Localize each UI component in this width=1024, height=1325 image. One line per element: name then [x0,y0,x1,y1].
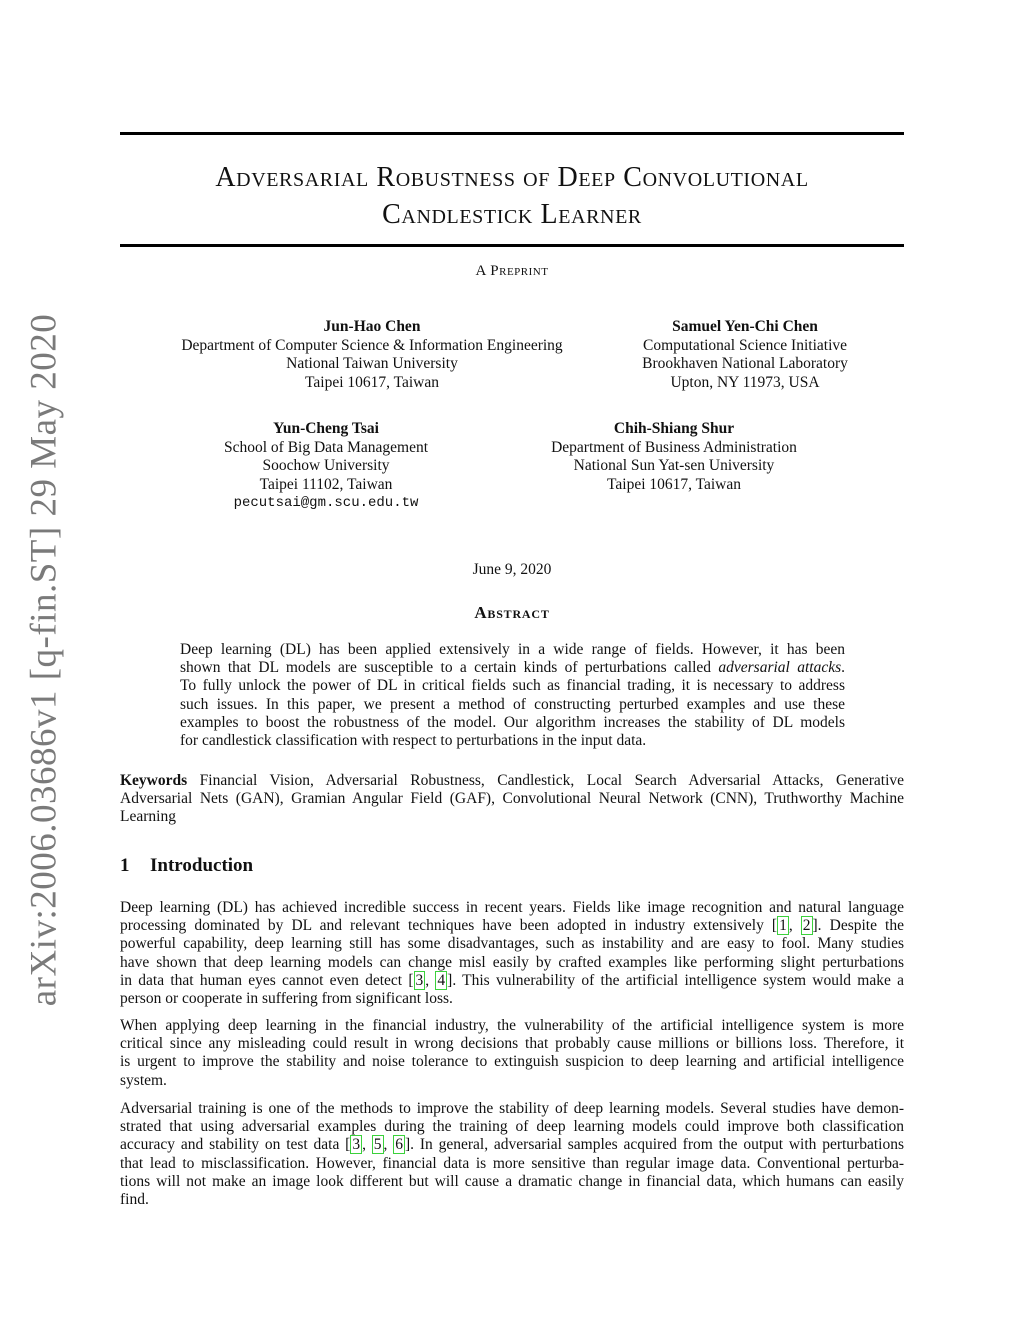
abstract-text: shown that DL models are susceptible to a certain kinds of perturbations called [180,659,712,677]
paragraph-line [120,972,904,990]
paragraph-line: system. [120,1071,167,1089]
intro-paragraph-1 [120,899,904,1008]
paragraph-line: person or cooperate in suffering from significant loss. [120,990,453,1008]
paragraph-line [120,917,904,935]
abstract-line: Deep learning (DL) has been applied extensively in a wide range of fields. However, it has been [180,641,845,658]
citation-link[interactable]: 2 [802,917,811,935]
keywords-text: Financial Vision, Adversarial Robustness, Candlestick, Local Search Adversarial Attacks, Generative [199,772,905,789]
author-affiliation-line: Soochow University [262,457,390,474]
keywords-line: Adversarial Nets (GAN), Gramian Angular Field (GAF), Convolutional Neural Network (CNN), Truthworthy Machine [120,790,904,808]
author-affiliation-line: Computational Science Initiative [642,336,848,354]
section-heading-introduction [120,855,253,877]
paragraph-line: powerful capability, deep learning still has some disadvantages, such as instability and are easy to fool. Many studies [120,935,904,953]
paragraph-line: When applying deep learning in the financial industry, the vulnerability of the artificial intelligence system is more [120,1017,904,1034]
author-name: Yun-Cheng Tsai [273,420,379,437]
paragraph-line [120,1136,904,1154]
paragraph-text: in data that human eyes cannot even detect [ [120,971,414,989]
keywords-label: Keywords [120,772,188,789]
arxiv-identifier-stamp: arXiv:2006.03686v1 [q-fin.ST] 29 May 2020 [23,313,65,1007]
title-bottom-rule [120,244,904,247]
citation-link[interactable]: 6 [395,1136,403,1154]
citation-link[interactable]: 4 [437,971,446,989]
paragraph-text: accuracy and stability on test data [ [120,1136,351,1154]
abstract-body [180,641,845,750]
abstract-heading: Abstract [474,603,550,622]
abstract-emphasis: adversarial attacks [718,659,842,677]
intro-paragraph-3 [120,1100,904,1209]
author-affiliation-line: Upton, NY 11973, USA [670,373,820,391]
author-affiliation-line: National Sun Yat-sen University [573,457,775,474]
author-block-3 [224,420,428,513]
preprint-label: A Preprint [475,263,549,279]
author-affiliation-line: School of Big Data Management [223,438,429,456]
abstract-line: such issues. In this paper, we present a method of constructing perturbed examples and use these [180,695,845,713]
paragraph-text: , [425,971,436,989]
abstract-line: for candlestick classification with respect to perturbations in the input data. [180,732,647,750]
abstract-text: . [841,659,845,677]
keywords-block [120,772,904,827]
title-line-2: Candlestick Learner [382,199,642,230]
paragraph-text: , [788,917,801,935]
paragraph-text: ]. This vulnerability of the artificial intelligence system would make a [447,971,904,989]
author-affiliation-line: Department of Business Administration [551,438,797,456]
citation-link[interactable]: 1 [779,917,787,935]
paragraph-line: have shown that deep learning models can change misl easily by crafted examples like performing slight perturbations [120,953,904,971]
author-block-1 [181,318,562,392]
author-name: Jun-Hao Chen [323,318,421,335]
paragraph-line: critical since any misleading could result in wrong decisions that probably cause millions or billions loss. Therefore, it [120,1035,904,1053]
paragraph-text: ]. In general, adversarial samples acquired from the output with perturbations [405,1136,904,1154]
section-title: Introduction [150,855,254,876]
author-name: Chih-Shiang Shur [613,420,735,437]
paragraph-line: that lead to misclassification. However, financial data is more sensitive than regular image data. Conventional perturba- [120,1154,904,1172]
paragraph-text: ]. Despite the [812,917,904,935]
title-top-rule [120,132,904,135]
author-name: Samuel Yen-Chi Chen [672,318,818,335]
keywords-line [120,772,904,790]
citation-link[interactable]: 3 [415,971,424,989]
author-block-4 [551,420,797,494]
publication-date: June 9, 2020 [472,561,552,578]
paragraph-line: find. [120,1191,149,1209]
paragraph-text: , [362,1136,372,1154]
paragraph-line: strated that using adversarial examples during the training of deep learning models could improve both classification [120,1118,904,1136]
author-affiliation-line: Brookhaven National Laboratory [642,355,848,372]
author-affiliation-line: Taipei 10617, Taiwan [606,475,741,493]
title-line-1: Adversarial Robustness of Deep Convolutional [215,162,809,193]
author-affiliation-line: Department of Computer Science & Information Engineering [181,336,563,354]
paragraph-line: is urgent to improve the stability and noise tolerance to extinguish suspicion to deep learning and artificial intelligence [120,1053,904,1071]
citation-link[interactable]: 5 [373,1136,382,1154]
paragraph-line: tions will not make an image look different but will cause a dramatic change in financial data, which humans can easily [120,1172,904,1190]
intro-paragraph-2 [120,1017,904,1090]
author-affiliation-line: Taipei 10617, Taiwan [304,373,439,391]
author-block-2 [642,318,848,392]
abstract-line: To fully unlock the power of DL in critical fields such as financial trading, it is necessary to address [180,677,845,695]
abstract-line [180,659,845,677]
author-email-link[interactable]: pecutsai@gm.scu.edu.tw [233,495,419,511]
keywords-line: Learning [120,808,176,826]
paragraph-line: Adversarial training is one of the methods to improve the stability of deep learning models. Several studies have demon- [120,1100,904,1117]
abstract-line: examples to boost the robustness of the model. Our algorithm increases the stability of DL models [180,713,845,731]
paragraph-text: processing dominated by DL and relevant techniques have been adopted in industry extensively [ [120,917,778,935]
paper-title [120,159,904,233]
author-affiliation-line: Taipei 11102, Taiwan [259,475,393,493]
paragraph-text: , [383,1136,394,1154]
citation-link[interactable]: 3 [352,1136,361,1154]
author-affiliation-line: National Taiwan University [286,355,458,372]
paragraph-line: Deep learning (DL) has achieved incredible success in recent years. Fields like image recognition and natural language [120,899,904,916]
section-number: 1 [120,855,130,876]
